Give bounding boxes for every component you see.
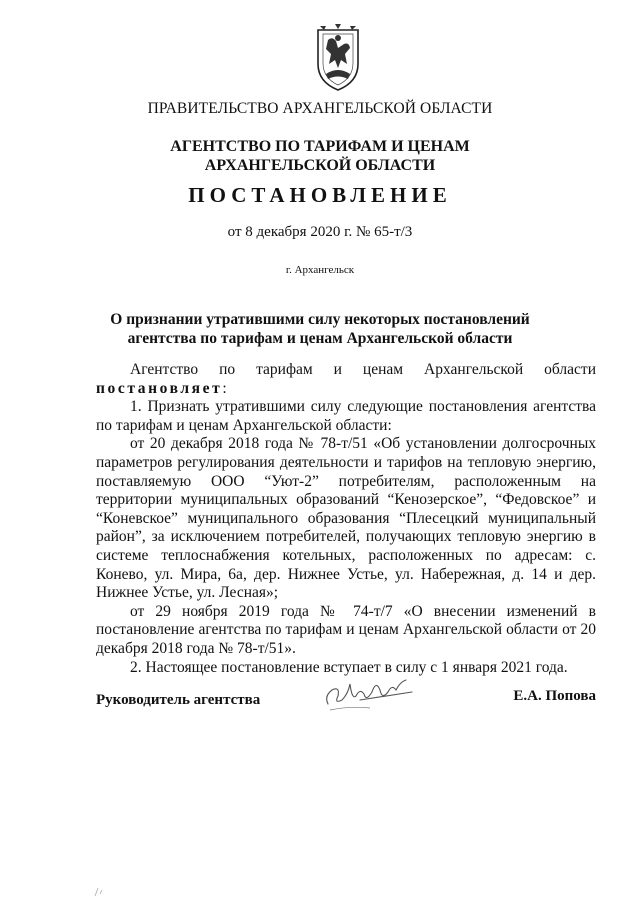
item-1: 1. Признать утратившими силу следующие постановления агентства по тарифам и ценам Архангельской области: bbox=[96, 398, 596, 434]
preamble-agency: Агентство по тарифам и ценам Архангельской области bbox=[130, 361, 596, 378]
item-1-subitem-1: от 20 декабря 2018 года № 78-т/51 «Об установлении долгосрочных параметров регулирования деятельности и тарифов на тепловую энергию, поставляемую ООО “Уют-2” потребителям, расположенным на территории муниципальных образований “Кенозерское”, “Федовское” и “Коневское” муниципального образования “Плесецкий муниципальный район”, за исключением потребителей, получающих тепловую энергию в системе теплоснабжения котельных, расположенных по адресам: с. Конево, ул. Мира, 6а, дер. Нижнее Устье, ул. Набережная, д. 14 и дер. Нижнее Устье, ул. Лесная»; bbox=[96, 435, 596, 602]
handwritten-signature-icon bbox=[320, 670, 420, 718]
arkhangelsk-coat-of-arms-icon bbox=[314, 24, 362, 92]
government-name: ПРАВИТЕЛЬСТВО АРХАНГЕЛЬСКОЙ ОБЛАСТИ bbox=[147, 100, 493, 117]
agency-name-line1: АГЕНТСТВО ПО ТАРИФАМ И ЦЕНАМ bbox=[170, 138, 470, 155]
agency-name-line2: АРХАНГЕЛЬСКОЙ ОБЛАСТИ bbox=[204, 157, 436, 174]
signature-block bbox=[96, 688, 596, 716]
document-subject bbox=[0, 310, 640, 348]
document-date-number: от 8 декабря 2020 г. № 65-т/3 bbox=[227, 224, 413, 240]
document-type-title: ПОСТАНОВЛЕНИЕ bbox=[188, 183, 452, 207]
preamble-decree bbox=[96, 380, 596, 399]
scan-mark-icon bbox=[92, 884, 106, 898]
item-1-subitem-2: от 29 ноября 2019 года № 74-т/7 «О внесении изменений в постановление агентства по тарифам и ценам Архангельской области от 20 декабря 2018 года № 78-т/51». bbox=[96, 602, 596, 657]
document-city: г. Архангельск bbox=[285, 264, 355, 276]
agency-name bbox=[0, 137, 640, 175]
subject-line1: О признании утратившими силу некоторых постановлений bbox=[110, 311, 530, 328]
item-2: 2. Настоящее постановление вступает в силу с 1 января 2021 года. bbox=[130, 658, 568, 676]
subject-line2: агентства по тарифам и ценам Архангельской области bbox=[127, 330, 513, 347]
preamble-verb: постановляет bbox=[96, 379, 223, 397]
document-body bbox=[96, 361, 596, 677]
signer-position: Руководитель агентства bbox=[96, 692, 261, 708]
preamble-colon: : bbox=[222, 379, 227, 397]
signer-name: Е.А. Попова bbox=[513, 688, 596, 704]
